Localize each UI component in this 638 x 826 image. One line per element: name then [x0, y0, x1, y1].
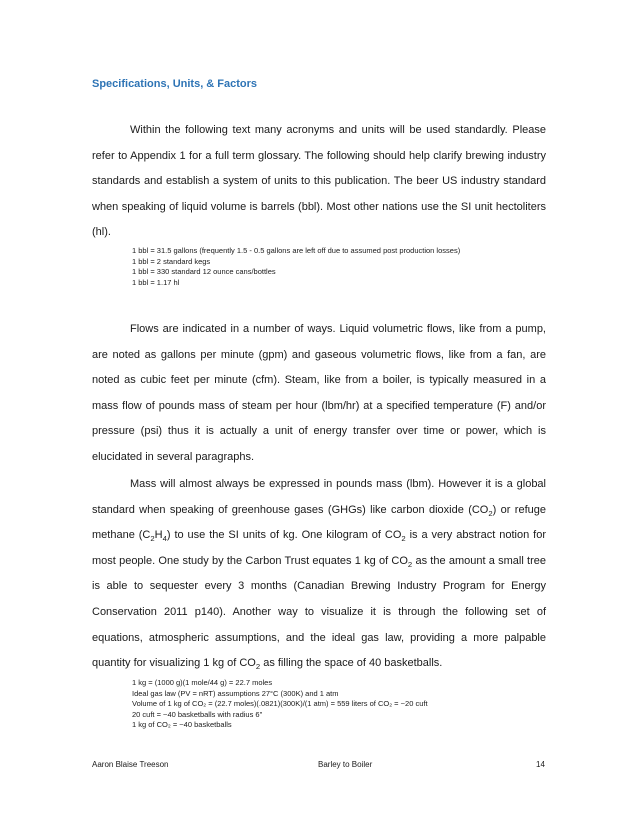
- co2-note: 1 kg of CO₂ = ~40 basketballs: [132, 720, 232, 729]
- footer-author: Aaron Blaise Treeson: [92, 760, 169, 769]
- bbl-note: 1 bbl = 2 standard kegs: [132, 256, 211, 266]
- footer-title: Barley to Boiler: [318, 760, 373, 769]
- co2-note: 1 kg = (1000 g)(1 mole/44 g) = 22.7 moles: [132, 678, 273, 687]
- subscript: 2: [401, 534, 406, 544]
- section-heading: Specifications, Units, & Factors: [92, 78, 258, 90]
- mass-text: Mass will almost always be expressed in pounds mass (lbm). However it is a global standard when speaking of greenhouse gases (GHGs) like carbon dioxide (CO: [92, 478, 546, 516]
- mass-text: ) to use the SI units of kg. One kilogram of CO: [166, 529, 402, 542]
- co2-note: 20 cuft = ~40 basketballs with radius 6": [132, 709, 263, 719]
- bbl-note: 1 bbl = 330 standard 12 ounce cans/bottles: [132, 267, 276, 276]
- co2-note: Ideal gas law (PV = nRT) assumptions 27°C (300K) and 1 atm: [132, 688, 339, 698]
- bbl-note: 1 bbl = 1.17 hl: [132, 277, 180, 287]
- mass-text: as filling the space of 40 basketballs.: [260, 657, 443, 670]
- co2-note: Volume of 1 kg of CO₂ = (22.7 moles)(.0821)(300K)/(1 atm) = 559 liters of CO₂ = ~20 cuft: [132, 699, 428, 708]
- paragraph-flows: [92, 317, 546, 471]
- paragraph-units: [92, 118, 546, 246]
- paragraph-flows-text: Flows are indicated in a number of ways. Liquid volumetric flows, like from a pump, are noted as gallons per minute (gpm) and gaseous volumetric flows, like from a fan, are noted as cubic feet per minute (cfm). Steam, like from a boiler, is typically measured in a mass flow of pounds mass of steam per hour (lbm/hr) at a specified temperature (F) and/or pressure (psi) thus it is actually a unit of energy transfer over time or power, which is elucidated in several paragraphs.: [92, 323, 546, 463]
- subscript: 2: [255, 662, 261, 672]
- bbl-note: 1 bbl = 31.5 gallons (frequently 1.5 - 0.5 gallons are left off due to assumed post production losses): [132, 246, 461, 255]
- subscript: 2: [488, 508, 493, 518]
- paragraph-units-text: Within the following text many acronyms and units will be used standardly. Please refer to Appendix 1 for a full term glossary. The following should help clarify brewing industry standards and establish a system of units to this publication. The beer US industry standard when speaking of liquid volume is barrels (bbl). Most other nations use the SI unit hectoliters (hl).: [92, 124, 546, 239]
- co2-volume-notes: [132, 678, 428, 731]
- mass-text: as the amount a small tree is able to sequester every 3 months (Canadian Brewing Industry Program for Energy Conservation 2011 p140). Another way to visualize it is through the following set of equations, atmospheric assumptions, and the ideal gas law, providing a more palpable quantity for visualizing 1 kg of CO: [92, 554, 546, 670]
- mass-text: H: [154, 529, 163, 542]
- subscript: 4: [162, 534, 167, 544]
- subscript: 2: [150, 534, 155, 544]
- bbl-conversion-notes: [132, 246, 460, 288]
- mass-text: ) or refuge methane (C: [92, 503, 547, 542]
- paragraph-mass: [92, 472, 546, 677]
- footer-page-number: 14: [536, 760, 545, 769]
- mass-text: is a very abstract notion for most people. One study by the Carbon Trust equates 1 kg of CO: [92, 529, 546, 567]
- subscript: 2: [407, 559, 413, 569]
